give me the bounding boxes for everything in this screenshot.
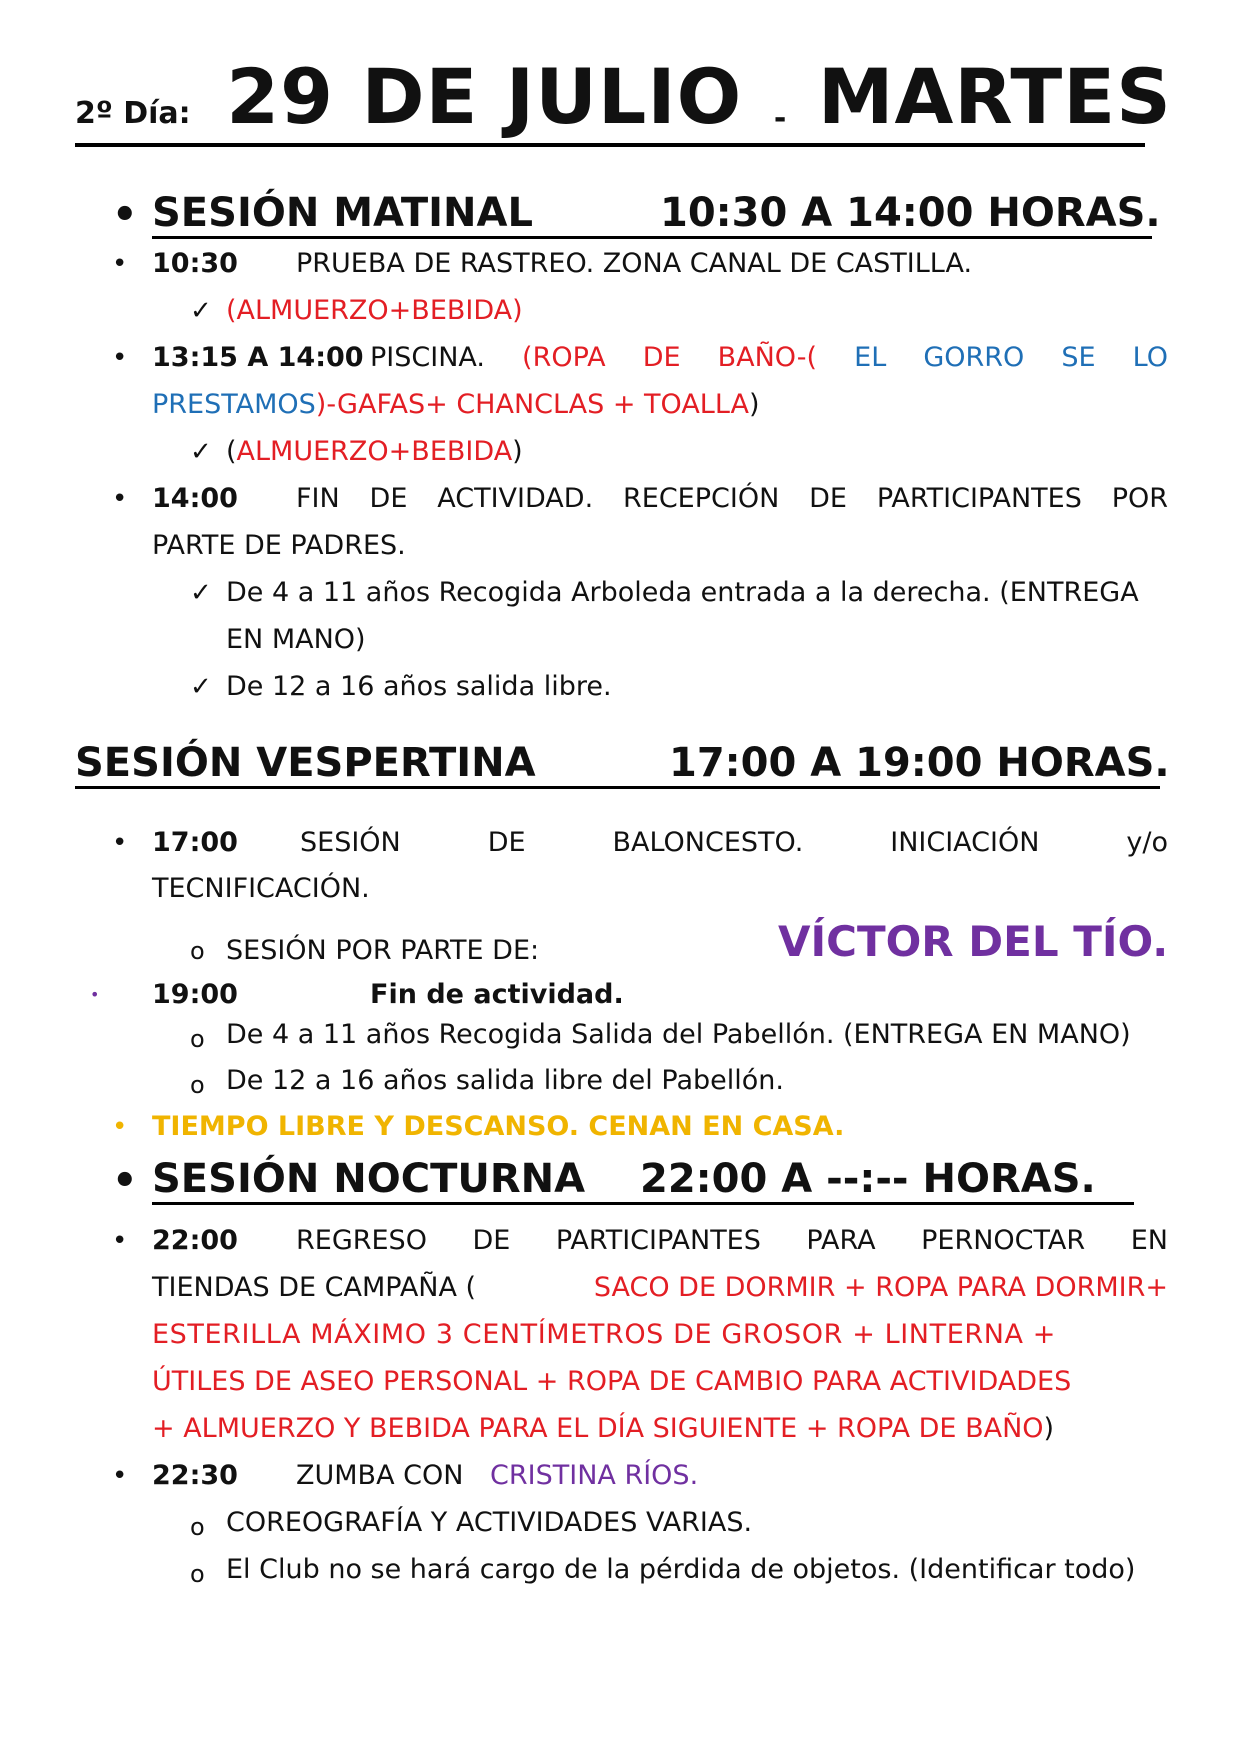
bullet-icon: • <box>112 484 128 514</box>
checkmark-icon: ✓ <box>190 437 212 467</box>
circle-bullet-icon: o <box>190 937 205 965</box>
bullet-icon: • <box>90 985 100 1004</box>
word: PISCINA. <box>370 342 485 373</box>
item-text <box>296 1459 698 1493</box>
word: y/o <box>1126 827 1168 858</box>
word: DE <box>809 483 847 514</box>
word: SESIÓN <box>300 827 401 858</box>
item-text-continued: PARTE DE PADRES. <box>152 530 406 561</box>
item-time: 10:30 <box>152 248 238 279</box>
text-span: ALMUERZO+BEBIDA <box>236 436 513 467</box>
bullet-icon: • <box>112 828 128 858</box>
item-text-continued <box>152 388 760 422</box>
word: ACTIVIDAD. <box>437 483 594 514</box>
item-text: Fin de actividad. <box>370 979 624 1010</box>
item-text <box>296 1224 1168 1258</box>
text-span: ) <box>512 436 523 467</box>
word: DE <box>487 827 526 858</box>
item-text <box>300 826 1168 860</box>
item-text: PRUEBA DE RASTREO. ZONA CANAL DE CASTILLA. <box>296 248 973 279</box>
item-text-continued: ÚTILES DE ASEO PERSONAL + ROPA DE CAMBIO PARA ACTIVIDADES <box>152 1366 1072 1397</box>
item-text-continued <box>152 1271 1168 1305</box>
word: PARA <box>806 1225 876 1256</box>
session-heading-nocturna <box>152 1156 1134 1205</box>
text-span: ZUMBA CON <box>296 1460 464 1491</box>
circle-bullet-icon: o <box>190 1071 205 1099</box>
text-span: )-GAFAS+ CHANCLAS + TOALLA <box>315 389 749 420</box>
session-heading-vespertina <box>75 740 1170 789</box>
bullet-icon: • <box>112 1112 128 1142</box>
bullet-icon: • <box>112 1461 128 1491</box>
word: (ROPA <box>522 342 606 373</box>
sub-item: De 4 a 11 años Recogida Salida del Pabellón. (ENTREGA EN MANO) <box>226 1019 1131 1050</box>
instructor-name: CRISTINA RÍOS. <box>490 1460 699 1491</box>
checkmark-icon: ✓ <box>190 296 212 326</box>
check-item: De 4 a 11 años Recogida Arboleda entrada a la derecha. (ENTREGA <box>226 577 1139 608</box>
word: DE <box>472 1225 511 1256</box>
word: SE <box>1061 342 1096 373</box>
item-time: 17:00 <box>152 827 238 858</box>
word: PARTICIPANTES <box>876 483 1082 514</box>
word: INICIACIÓN <box>890 827 1040 858</box>
word: EL <box>854 342 887 373</box>
item-text-continued <box>152 1412 1054 1446</box>
session-title: SESIÓN VESPERTINA <box>75 740 536 786</box>
check-item: (ALMUERZO+BEBIDA) <box>226 295 523 326</box>
text-span: ( <box>226 436 237 467</box>
word: REGRESO <box>296 1225 427 1256</box>
word: FIN <box>296 483 340 514</box>
item-time: 22:30 <box>152 1460 238 1491</box>
check-item-continued: EN MANO) <box>226 624 366 655</box>
bullet-icon: • <box>112 1158 138 1204</box>
sub-item-label: SESIÓN POR PARTE DE: <box>226 935 540 966</box>
item-time: 14:00 <box>152 483 238 514</box>
sub-item: El Club no se hará cargo de la pérdida de objetos. (Identificar todo) <box>226 1554 1136 1585</box>
day-label: 2º Día: <box>75 96 191 131</box>
item-text-continued: TECNIFICACIÓN. <box>152 873 370 904</box>
circle-bullet-icon: o <box>190 1560 205 1588</box>
word: POR <box>1111 483 1168 514</box>
word: PARTICIPANTES <box>555 1225 761 1256</box>
sub-item: De 12 a 16 años salida libre del Pabellón. <box>226 1065 784 1096</box>
session-hours: 10:30 A 14:00 HORAS. <box>660 190 1161 236</box>
list-item <box>152 247 238 281</box>
word: DE <box>369 483 408 514</box>
word: BAÑO-( <box>717 342 818 373</box>
word: PERNOCTAR <box>921 1225 1086 1256</box>
free-time-note: TIEMPO LIBRE Y DESCANSO. CENAN EN CASA. <box>152 1111 845 1142</box>
text-span: SACO DE DORMIR + ROPA PARA DORMIR+ <box>593 1272 1168 1303</box>
item-time: 19:00 <box>152 979 238 1010</box>
word: LO <box>1132 342 1168 373</box>
text-span: ) <box>1043 1413 1055 1444</box>
word: RECEPCIÓN <box>623 483 780 514</box>
date-heading: 29 DE JULIO <box>226 52 743 141</box>
bullet-icon: • <box>112 249 128 279</box>
check-item: De 12 a 16 años salida libre. <box>226 671 612 702</box>
weekday-heading: MARTES <box>817 52 1172 141</box>
check-item <box>226 435 523 469</box>
text-span: TIENDAS DE CAMPAÑA ( <box>152 1272 477 1303</box>
session-hours: 22:00 A --:-- HORAS. <box>640 1156 1096 1202</box>
bullet-icon: • <box>112 343 128 373</box>
title-separator: - <box>773 101 787 136</box>
item-time: 13:15 A 14:00 <box>152 342 364 373</box>
sub-item: COREOGRAFÍA Y ACTIVIDADES VARIAS. <box>226 1507 753 1538</box>
text-span: ) <box>748 389 760 420</box>
item-time: 22:00 <box>152 1225 238 1256</box>
item-text <box>296 482 1168 516</box>
circle-bullet-icon: o <box>190 1025 205 1053</box>
text-span: + ALMUERZO Y BEBIDA PARA EL DÍA SIGUIENTE + ROPA DE BAÑO <box>152 1413 1044 1444</box>
checkmark-icon: ✓ <box>190 578 212 608</box>
circle-bullet-icon: o <box>190 1513 205 1541</box>
item-text <box>370 341 1168 375</box>
checkmark-icon: ✓ <box>190 672 212 702</box>
bullet-icon: • <box>112 192 138 238</box>
word: GORRO <box>923 342 1025 373</box>
item-text-continued: ESTERILLA MÁXIMO 3 CENTÍMETROS DE GROSOR + LINTERNA + <box>152 1319 1056 1350</box>
session-hours: 17:00 A 19:00 HORAS. <box>669 740 1170 786</box>
session-heading-matinal <box>152 190 1161 239</box>
word: EN <box>1130 1225 1168 1256</box>
word: DE <box>642 342 681 373</box>
instructor-name: VÍCTOR DEL TÍO. <box>778 917 1169 966</box>
bullet-icon: • <box>112 1226 128 1256</box>
text-span: PRESTAMOS <box>152 389 316 420</box>
session-title: SESIÓN NOCTURNA <box>152 1156 586 1202</box>
word: BALONCESTO. <box>612 827 804 858</box>
page-title <box>75 52 1172 147</box>
session-title: SESIÓN MATINAL <box>152 190 533 236</box>
